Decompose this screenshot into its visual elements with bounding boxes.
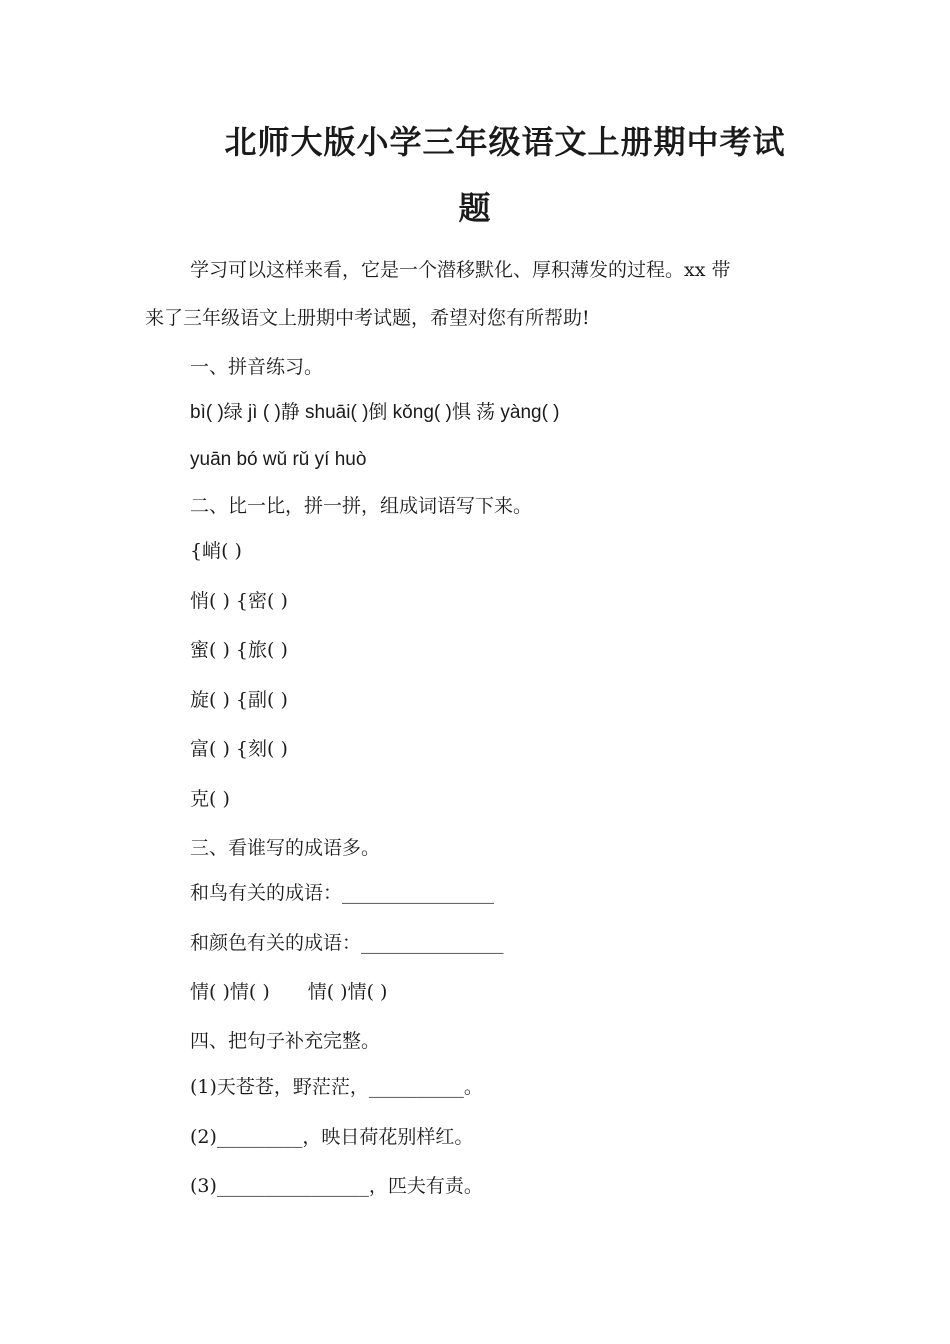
- section-2-line: 蜜( ) {旅( ): [190, 639, 288, 661]
- section-1-pinyin-line-2: yuān bó wǔ rǔ yí huò: [190, 449, 367, 470]
- section-1-pinyin-line-1: bì( )绿 jì ( )静 shuāi( )倒 kǒng( )惧 荡 yàng( ): [190, 402, 560, 423]
- section-4-item: (3)________________，匹夫有责。: [190, 1175, 483, 1197]
- intro-line-1: 学习可以这样来看，它是一个潜移默化、厚积薄发的过程。xx 带: [190, 259, 731, 281]
- section-2-line: 旋( ) {副( ): [190, 689, 288, 711]
- section-4-item: (2)_________，映日荷花别样红。: [190, 1126, 474, 1148]
- section-2-line: {峭( ): [190, 540, 242, 562]
- section-4-item: (1)天苍苍，野茫茫，__________。: [190, 1076, 483, 1098]
- section-4-heading: 四、把句子补充完整。: [190, 1030, 381, 1052]
- section-3-qing-line: 情( )情( ) 情( )情( ): [190, 981, 388, 1003]
- section-2-line: 克( ): [190, 788, 230, 810]
- document-title-line-1: 北师大版小学三年级语文上册期中考试: [224, 123, 786, 161]
- section-2-line: 悄( ) {密( ): [190, 590, 288, 612]
- section-3-colors-line: 和颜色有关的成语：_______________: [190, 932, 504, 954]
- section-3-birds-line: 和鸟有关的成语：________________: [190, 882, 495, 904]
- document-title-line-2: 题: [458, 189, 492, 227]
- section-2-heading: 二、比一比，拼一拼，组成词语写下来。: [190, 495, 533, 517]
- section-1-heading: 一、拼音练习。: [190, 356, 324, 378]
- intro-line-2: 来了三年级语文上册期中考试题，希望对您有所帮助!: [145, 307, 590, 329]
- section-3-heading: 三、看谁写的成语多。: [190, 837, 381, 859]
- section-2-line: 富( ) {刻( ): [190, 738, 288, 760]
